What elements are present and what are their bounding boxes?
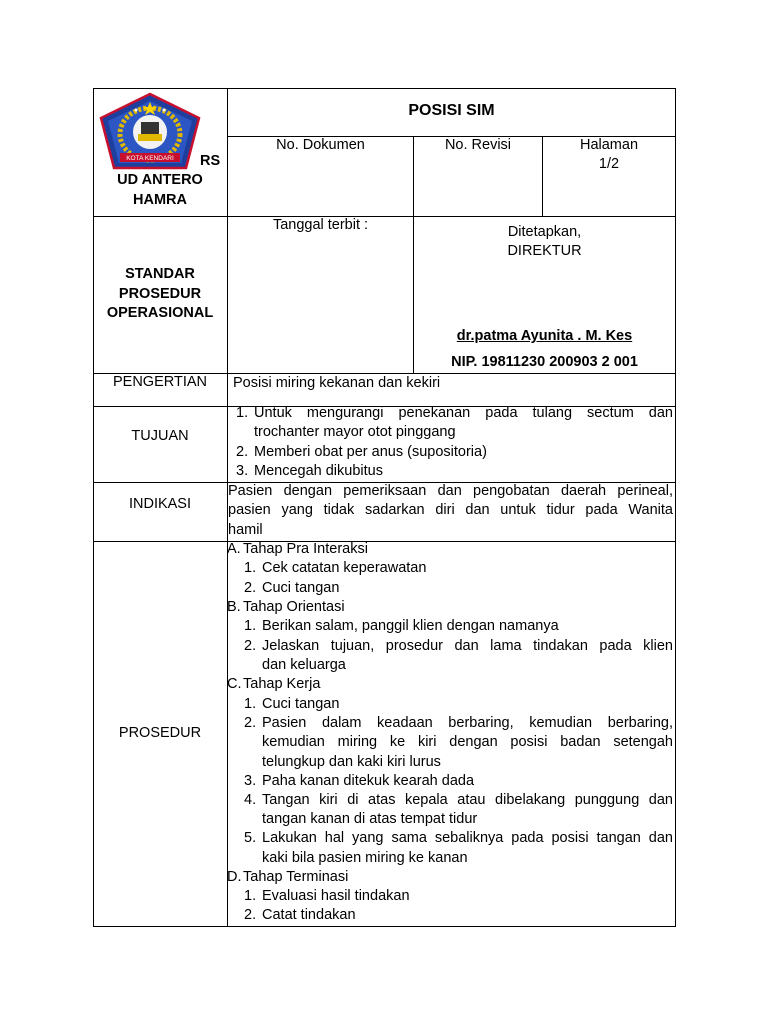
step-number: 2. (244, 715, 257, 731)
signer-nip: NIP. 19811230 200903 2 001 (451, 354, 638, 370)
step-text: Pasien dalam keadaan berbaring, kemudian berbaring, (262, 715, 673, 731)
logo-text: KOTA KENDARI (126, 155, 174, 162)
tujuan-item-text: Memberi obat per anus (supositoria) (254, 444, 487, 460)
indikasi-text-line1: Pasien dengan pemeriksaan dan pengobatan daerah perineal, (228, 483, 673, 499)
step-text-cont: kemudian miring ke kiri dengan posisi badan setengah (262, 734, 673, 750)
page-label: Halaman (579, 137, 639, 153)
step-text: Berikan salam, panggil klien dengan namanya (262, 618, 559, 634)
step-number: 1. (244, 696, 257, 712)
step-text-cont: tangan kanan di atas tempat tidur (262, 811, 478, 827)
step-text: Evaluasi hasil tindakan (262, 888, 410, 904)
signer-name: dr.patma Ayunita . M. Kes (456, 328, 633, 344)
step-text-cont: telungkup dan kaki kiri lurus (262, 754, 441, 770)
document-number-label: No. Dokumen (276, 137, 365, 153)
revision-number-label: No. Revisi (444, 137, 512, 153)
step-text: Tangan kiri di atas kepala atau dibelakang punggung dan (262, 792, 673, 808)
tujuan-item-text-cont: trochanter mayor otot pinggang (254, 424, 456, 440)
step-text-cont: kaki bila pasien miring ke kanan (262, 850, 468, 866)
stage-title: Tahap Kerja (243, 676, 321, 692)
indikasi-label: INDIKASI (128, 496, 192, 512)
step-number: 3. (244, 773, 257, 789)
hospital-name-line1: RS (200, 153, 221, 169)
document-title: POSISI SIM (408, 102, 495, 119)
sop-label-line1: STANDAR (125, 266, 195, 282)
step-text: Jelaskan tujuan, prosedur dan lama tindakan pada klien (262, 638, 673, 654)
prosedur-label: PROSEDUR (118, 725, 202, 741)
step-text: Paha kanan ditekuk kearah dada (262, 773, 475, 789)
tujuan-label: TUJUAN (131, 428, 189, 444)
stage-title: Tahap Orientasi (243, 599, 345, 615)
tujuan-item-number: 1. (236, 405, 249, 421)
indikasi-text-line2: pasien yang tidak sadarkan diri dan untuk tidur pada Wanita (228, 502, 673, 518)
step-number: 1. (244, 618, 257, 634)
step-number: 5. (244, 830, 257, 846)
hospital-logo (98, 92, 202, 170)
indikasi-text-line3: hamil (228, 522, 263, 538)
step-number: 2. (244, 907, 257, 923)
step-number: 2. (244, 638, 257, 654)
stage-title: Tahap Terminasi (243, 869, 349, 885)
step-text: Catat tindakan (262, 907, 356, 923)
step-text: Lakukan hal yang sama sebaliknya pada posisi tangan dan (262, 830, 673, 846)
director-role: DIREKTUR (507, 243, 582, 259)
sop-label-line2: PROSEDUR (118, 286, 202, 302)
stage-letter: B. (227, 599, 241, 615)
established-label: Ditetapkan, (507, 224, 582, 240)
tujuan-item-number: 3. (236, 463, 249, 479)
pengertian-text: Posisi miring kekanan dan kekiri (233, 375, 441, 391)
step-text-cont: dan keluarga (262, 657, 346, 673)
page-value: 1/2 (598, 156, 620, 172)
stage-letter: C. (227, 676, 242, 692)
step-number: 1. (244, 888, 257, 904)
step-text: Cek catatan keperawatan (262, 560, 427, 576)
tujuan-item-text: Untuk mengurangi penekanan pada tulang sectum dan (254, 405, 673, 421)
tujuan-item-text: Mencegah dikubitus (254, 463, 383, 479)
step-number: 1. (244, 560, 257, 576)
hospital-name-line3: HAMRA (133, 192, 187, 208)
stage-letter: D. (227, 869, 242, 885)
stage-title: Tahap Pra Interaksi (243, 541, 368, 557)
step-number: 2. (244, 580, 257, 596)
step-number: 4. (244, 792, 257, 808)
step-text: Cuci tangan (262, 696, 340, 712)
sop-label-line3: OPERASIONAL (106, 305, 214, 321)
pengertian-label: PENGERTIAN (112, 374, 207, 390)
hospital-name-line2: UD ANTERO (117, 172, 203, 188)
tujuan-item-number: 2. (236, 444, 249, 460)
issued-date-label: Tanggal terbit : (272, 217, 369, 233)
stage-letter: A. (227, 541, 241, 557)
step-text: Cuci tangan (262, 580, 340, 596)
